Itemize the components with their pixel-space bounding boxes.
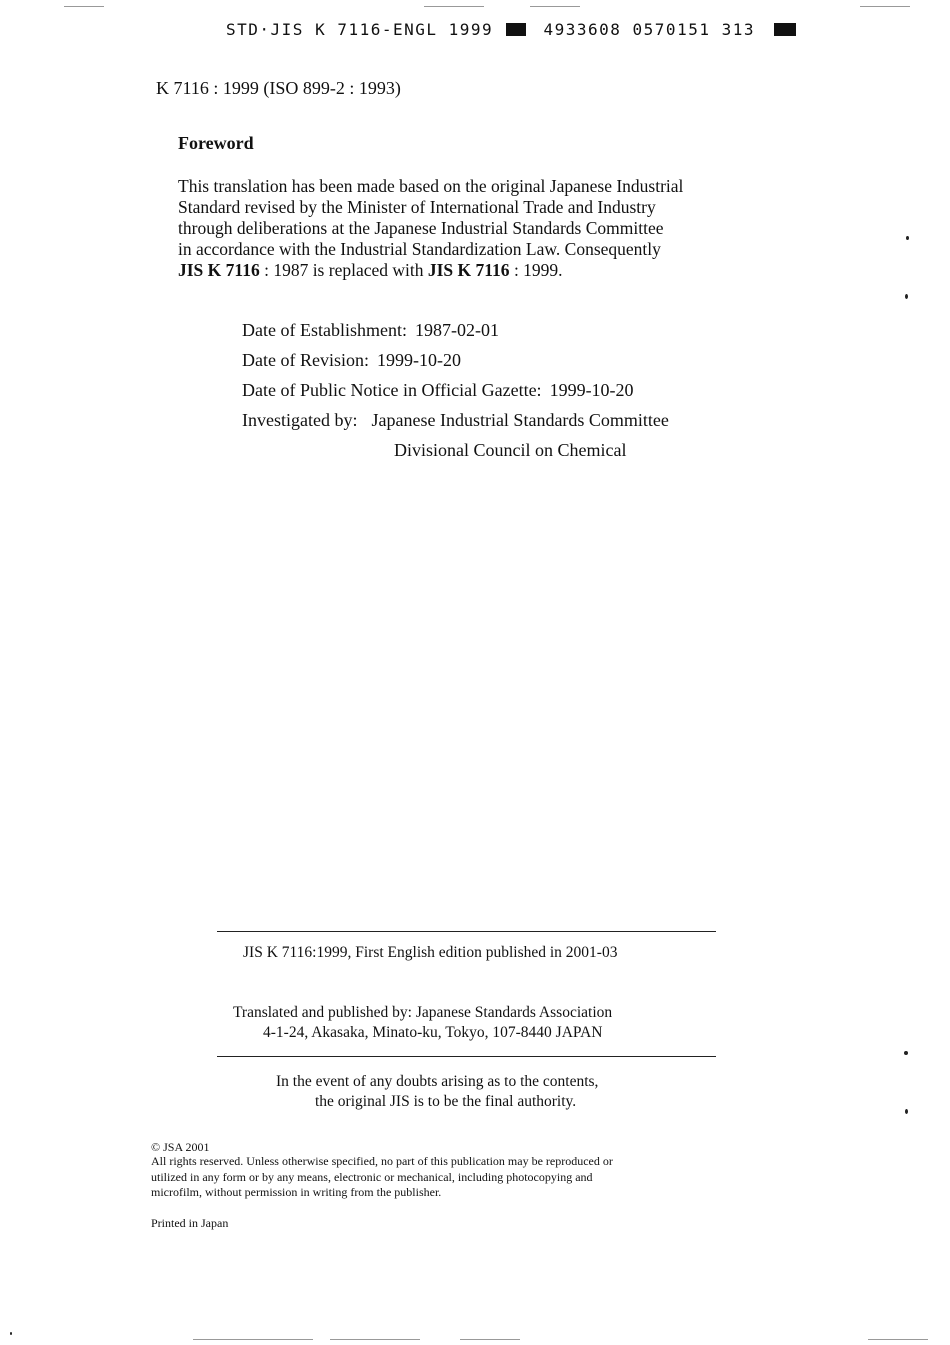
establishment-row [242, 320, 499, 341]
establishment-label: Date of Establishment: [242, 320, 407, 340]
publisher-line: Translated and published by: Japanese Standards Association [233, 1004, 613, 1021]
replacement-year: : 1999. [509, 260, 563, 280]
jis-reference-new: JIS K 7116 [427, 260, 510, 280]
revision-date: 1999-10-20 [376, 350, 461, 370]
public-notice-label: Date of Public Notice in Official Gazette: [242, 380, 542, 400]
stamp-number: 4933608 0570151 [543, 20, 711, 39]
stamp-code: STD·JIS K 7116-ENGL 1999 [226, 20, 494, 39]
scan-speck [905, 294, 908, 299]
public-notice-date: 1999-10-20 [549, 380, 634, 400]
foreword-body [178, 176, 798, 281]
revision-label: Date of Revision: [242, 350, 369, 370]
divider-bottom [217, 1056, 716, 1057]
jis-reference-old: JIS K 7116 [178, 260, 260, 280]
scan-artifact [193, 1339, 313, 1340]
disclaimer-line: the original JIS is to be the final authority. [315, 1093, 577, 1110]
rights-line: utilized in any form or by any means, electronic or mechanical, including photocopying and [151, 1169, 593, 1184]
foreword-line: through deliberations at the Japanese Industrial Standards Committee [178, 218, 664, 238]
scan-artifact [868, 1339, 928, 1340]
revision-row [242, 350, 461, 371]
rights-statement [151, 1154, 791, 1201]
investigated-label: Investigated by: [242, 410, 358, 430]
foreword-line: Standard revised by the Minister of International Trade and Industry [178, 197, 656, 217]
scan-speck [10, 1332, 12, 1335]
replacement-text: : 1987 is replaced with [259, 260, 428, 280]
foreword-line-last [178, 260, 798, 281]
document-identifier: K 7116 : 1999 (ISO 899-2 : 1993) [156, 78, 401, 98]
scan-speck [906, 236, 909, 240]
scan-artifact [424, 6, 484, 7]
divider-top [217, 931, 716, 932]
scan-artifact [64, 6, 104, 7]
foreword-line: This translation has been made based on the original Japanese Industrial [178, 176, 684, 196]
foreword-heading: Foreword [178, 133, 254, 153]
investigating-council: Divisional Council on Chemical [394, 440, 627, 460]
redaction-block-end [774, 23, 796, 36]
edition-note: JIS K 7116:1999, First English edition published in 2001-03 [243, 944, 618, 961]
printed-in-note: Printed in Japan [151, 1216, 229, 1230]
investigating-committee: Japanese Industrial Standards Committee [371, 410, 669, 430]
disclaimer-line: In the event of any doubts arising as to the contents, [276, 1073, 599, 1090]
scan-artifact [860, 6, 910, 7]
rights-line: All rights reserved. Unless otherwise specified, no part of this publication may be reproduced or [151, 1154, 613, 1168]
scan-artifact [330, 1339, 420, 1340]
stamp-suffix: 313 [721, 20, 756, 39]
rights-line: microfilm, without permission in writing from the publisher. [151, 1185, 442, 1199]
foreword-line: in accordance with the Industrial Standardization Law. Consequently [178, 239, 661, 259]
establishment-date: 1987-02-01 [414, 320, 499, 340]
public-notice-row [242, 380, 634, 401]
scan-speck [904, 1051, 908, 1055]
redaction-block [506, 23, 526, 36]
scan-artifact [460, 1339, 520, 1340]
scan-speck [905, 1109, 908, 1114]
scan-stamp [226, 20, 802, 39]
copyright-notice: © JSA 2001 [151, 1140, 210, 1154]
publisher-address: 4-1-24, Akasaka, Minato-ku, Tokyo, 107-8440 JAPAN [263, 1024, 603, 1041]
scan-artifact [530, 6, 580, 7]
investigated-row [242, 410, 669, 431]
